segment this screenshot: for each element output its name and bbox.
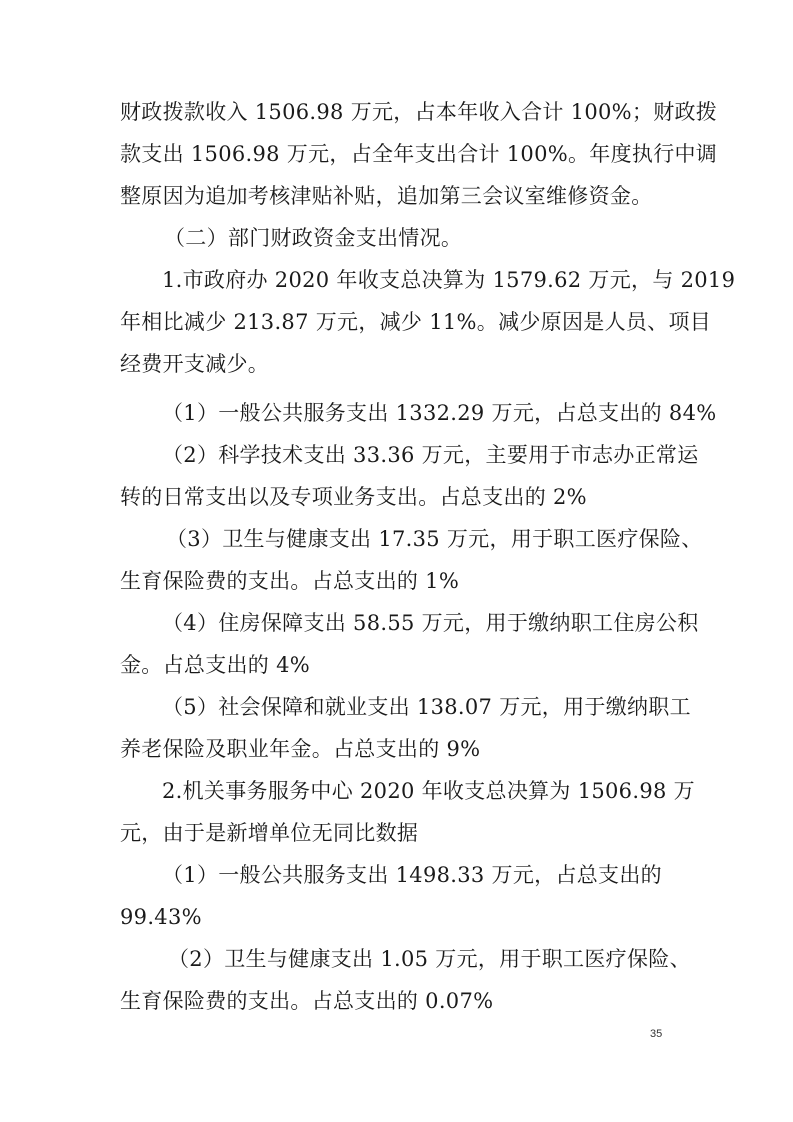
list-item: （4）住房保障支出 58.55 万元，用于缴纳职工住房公积: [162, 611, 699, 635]
paragraph-line: 经费开支减少。: [120, 352, 270, 376]
paragraph-line: 元，由于是新增单位无同比数据: [120, 821, 419, 845]
list-item: （3）卫生与健康支出 17.35 万元，用于职工医疗保险、: [166, 527, 703, 551]
paragraph-line: 养老保险及职业年金。占总支出的 9%: [120, 737, 481, 761]
paragraph-line: 整原因为追加考核津贴补贴，追加第三会议室维修资金。: [120, 184, 653, 208]
paragraph-line: 转的日常支出以及专项业务支出。占总支出的 2%: [120, 485, 587, 509]
section-heading: （二）部门财政资金支出情况。: [164, 226, 463, 250]
paragraph-line: 2.机关事务服务中心 2020 年收支总决算为 1506.98 万: [162, 779, 695, 803]
list-item: （1）一般公共服务支出 1332.29 万元，占总支出的 84%: [162, 401, 717, 425]
paragraph-line: 1.市政府办 2020 年收支总决算为 1579.62 万元，与 2019: [162, 268, 736, 292]
paragraph-line: 99.43%: [120, 905, 202, 929]
list-item: （5）社会保障和就业支出 138.07 万元，用于缴纳职工: [162, 695, 691, 719]
paragraph-line: 财政拨款收入 1506.98 万元，占本年收入合计 100%；财政拨: [120, 100, 718, 124]
paragraph-line: 年相比减少 213.87 万元，减少 11%。减少原因是人员、项目: [120, 310, 712, 334]
list-item: （2）科学技术支出 33.36 万元，主要用于市志办正常运: [162, 443, 699, 467]
list-item: （1）一般公共服务支出 1498.33 万元，占总支出的: [162, 863, 662, 887]
list-item: （2）卫生与健康支出 1.05 万元，用于职工医疗保险、: [168, 947, 691, 971]
paragraph-line: 生育保险费的支出。占总支出的 1%: [120, 569, 460, 593]
paragraph-line: 金。占总支出的 4%: [120, 653, 310, 677]
paragraph-line: 生育保险费的支出。占总支出的 0.07%: [120, 989, 494, 1013]
paragraph-line: 款支出 1506.98 万元，占全年支出合计 100%。年度执行中调: [120, 142, 718, 166]
page-number: 35: [650, 1028, 663, 1040]
